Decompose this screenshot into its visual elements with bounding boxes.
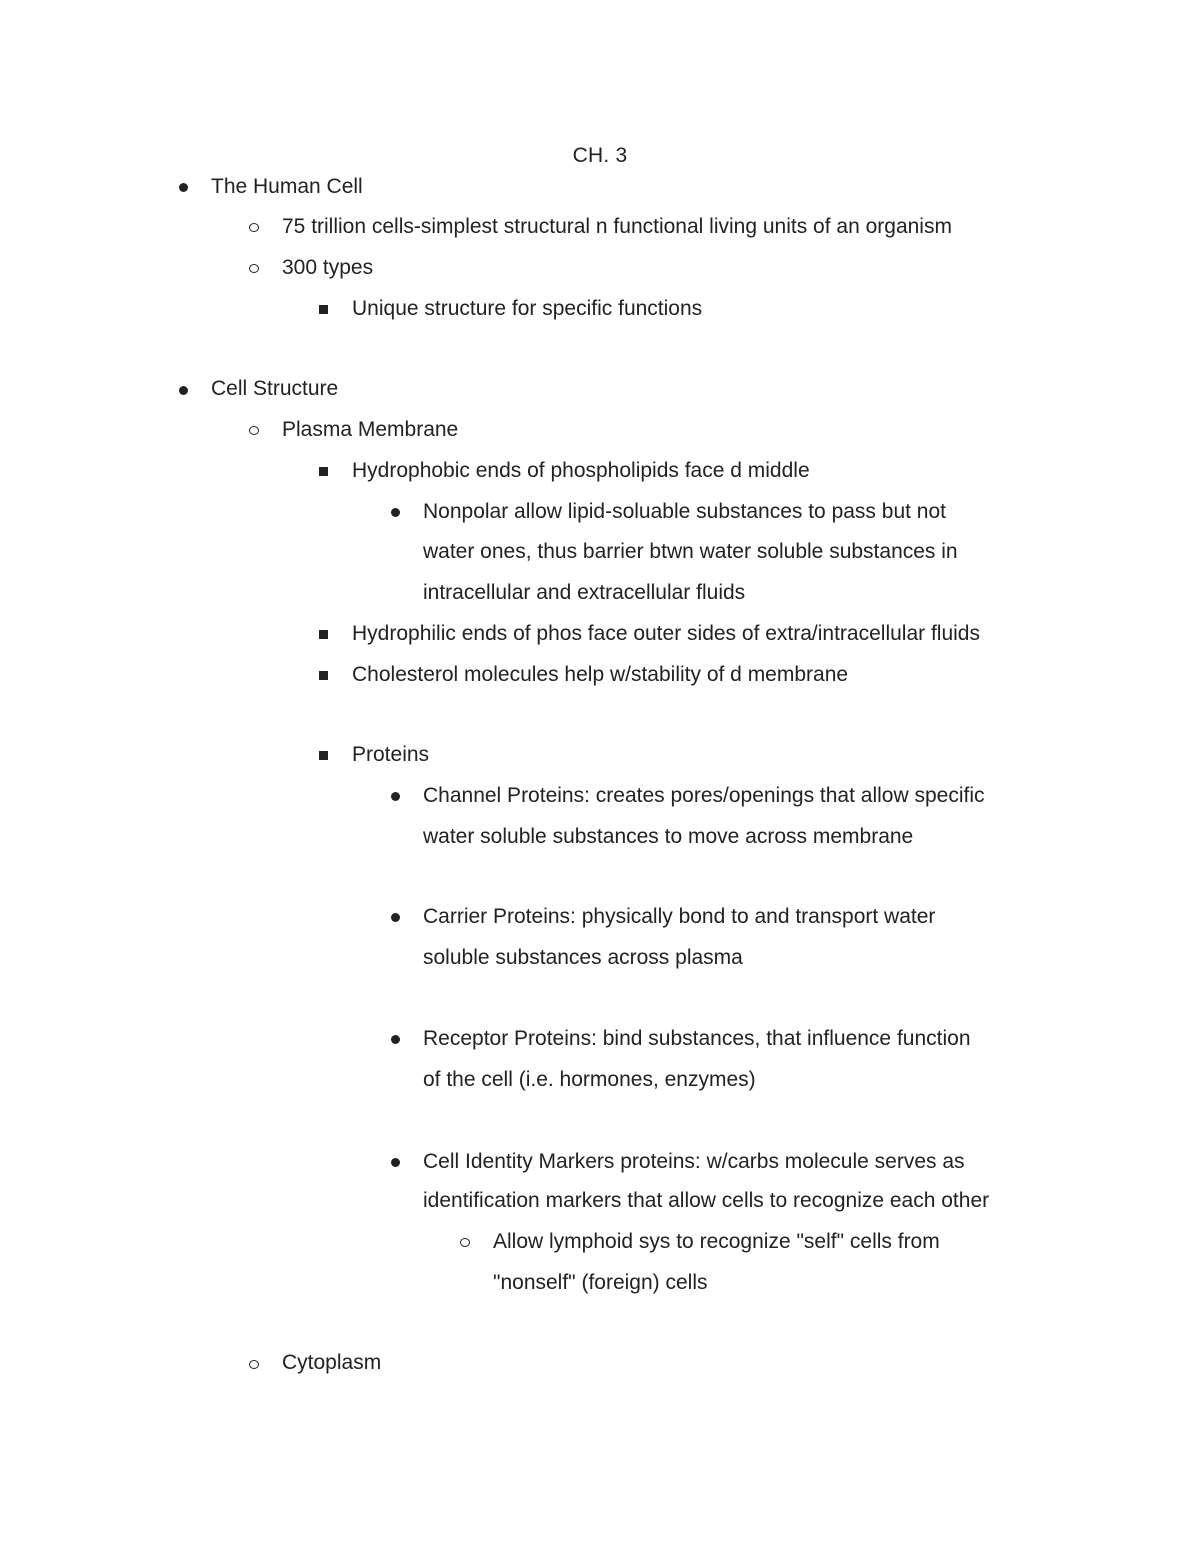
list-item: Receptor Proteins: bind substances, that influence function	[423, 1027, 971, 1050]
list-item: Cell Structure	[211, 377, 339, 400]
list-item: Cholesterol molecules help w/stability of d membrane	[352, 663, 849, 686]
list-item: Hydrophobic ends of phospholipids face d middle	[352, 459, 810, 482]
page-title: CH. 3	[572, 144, 628, 167]
bullet-square-icon	[319, 630, 328, 639]
list-item-continuation: identification markers that allow cells to recognize each other	[423, 1189, 990, 1212]
list-item: Unique structure for specific functions	[352, 297, 703, 320]
list-item: Nonpolar allow lipid-soluable substances to pass but not	[423, 500, 946, 523]
bullet-hollow-icon	[249, 264, 259, 273]
bullet-hollow-icon	[460, 1238, 470, 1247]
bullet-filled-icon	[179, 386, 188, 395]
list-item-continuation: intracellular and extracellular fluids	[423, 581, 746, 604]
list-item: Plasma Membrane	[282, 418, 459, 441]
list-item: Cell Identity Markers proteins: w/carbs molecule serves as	[423, 1150, 965, 1173]
bullet-hollow-icon	[249, 223, 259, 232]
bullet-filled-icon	[391, 508, 400, 517]
list-item: Cytoplasm	[282, 1351, 382, 1374]
list-item: Allow lymphoid sys to recognize "self" cells from	[493, 1230, 940, 1253]
list-item-continuation: water ones, thus barrier btwn water soluble substances in	[423, 540, 958, 563]
list-item: Hydrophilic ends of phos face outer sides of extra/intracellular fluids	[352, 622, 980, 645]
bullet-filled-icon	[391, 792, 400, 801]
bullet-hollow-icon	[249, 1360, 259, 1369]
bullet-square-icon	[319, 305, 328, 314]
list-item-continuation: water soluble substances to move across membrane	[423, 825, 914, 848]
list-item: The Human Cell	[211, 175, 363, 198]
bullet-square-icon	[319, 751, 328, 760]
bullet-square-icon	[319, 671, 328, 680]
bullet-filled-icon	[391, 1035, 400, 1044]
bullet-square-icon	[319, 467, 328, 476]
list-item: 300 types	[282, 256, 374, 279]
bullet-filled-icon	[179, 183, 188, 192]
list-item-continuation: soluble substances across plasma	[423, 946, 743, 969]
list-item: 75 trillion cells-simplest structural n functional living units of an organism	[282, 215, 952, 238]
bullet-filled-icon	[391, 1158, 400, 1167]
list-item-continuation: "nonself" (foreign) cells	[493, 1271, 708, 1294]
bullet-hollow-icon	[249, 426, 259, 435]
bullet-filled-icon	[391, 913, 400, 922]
list-item: Channel Proteins: creates pores/openings that allow specific	[423, 784, 985, 807]
list-item: Proteins	[352, 743, 430, 766]
list-item-continuation: of the cell (i.e. hormones, enzymes)	[423, 1068, 756, 1091]
list-item: Carrier Proteins: physically bond to and transport water	[423, 905, 936, 928]
